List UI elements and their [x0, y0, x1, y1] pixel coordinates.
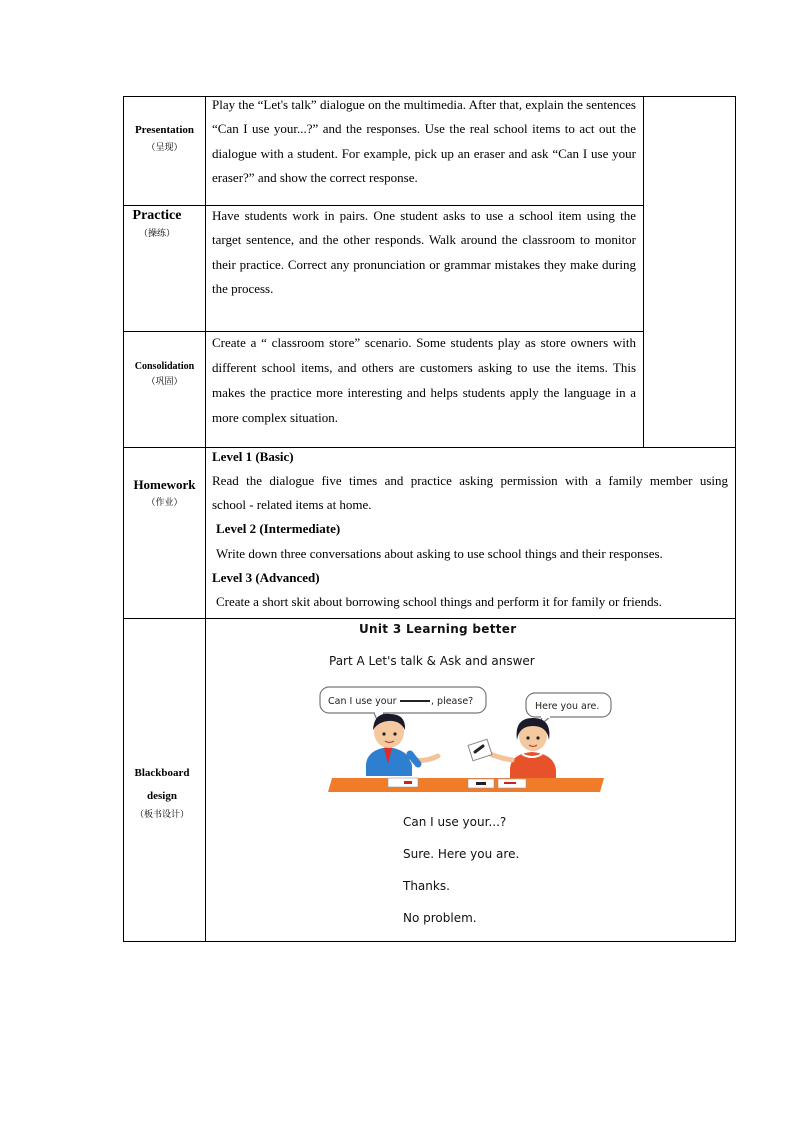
boy-bubble-text-a: Can I use your [328, 696, 397, 707]
blackboard-label-line1: Blackboard [134, 767, 190, 779]
homework-level1-title: Level 1 (Basic) [212, 449, 294, 464]
blackboard-line-4: No problem. [403, 911, 477, 925]
table-border-bottom [123, 941, 736, 942]
practice-label [124, 208, 190, 239]
blackboard-line-2: Sure. Here you are. [403, 847, 520, 861]
table-border-right [735, 96, 736, 942]
desk [328, 778, 604, 792]
homework-level3-text: Create a short skit about borrowing school things and perform it for family or friends. [216, 594, 662, 609]
boy-bubble-text-b: , please? [431, 696, 474, 707]
practice-label-en: Practice [132, 208, 182, 223]
homework-label-en: Homework [133, 477, 196, 492]
homework-level1-text: Read the dialogue five times and practice asking permission with a family member using [212, 473, 728, 488]
blackboard-label-cn: （板书设计） [134, 810, 189, 820]
row-divider [123, 618, 736, 619]
practice-text: Have students work in pairs. One student asks to use a school item using the target sentence, and the other responds. Walk around the classroom to monitor their practice. Correct any pronunciation or grammar mistakes they make during the process. [212, 208, 636, 296]
girl-figure [486, 718, 556, 778]
blackboard-line-3: Thanks. [403, 879, 450, 893]
row-divider [123, 447, 736, 448]
blackboard-subtitle: Part A Let's talk & Ask and answer [329, 654, 535, 668]
consolidation-label [124, 361, 205, 387]
blackboard-line-1: Can I use your...? [403, 815, 507, 829]
dialogue-illustration [318, 684, 618, 796]
eraser-card [468, 739, 492, 760]
column-divider [643, 96, 644, 448]
homework-label [124, 477, 205, 508]
homework-label-cn: （作业） [146, 498, 183, 508]
blackboard-title: Unit 3 Learning better [359, 622, 517, 636]
girl-bubble-text: Here you are. [535, 701, 600, 712]
presentation-label-cn: （呈现） [146, 143, 183, 153]
consolidation-label-cn: （巩固） [146, 377, 183, 387]
presentation-text: Play the “Let's talk” dialogue on the multimedia. After that, explain the sentences “Can I use your...?” and the responses. Use the real school items to act out the dialogue with a student. For example, pick up an eraser and ask “Can I use your eraser?” and show the correct response. [212, 97, 636, 185]
boy-figure [366, 714, 438, 776]
blackboard-label [124, 762, 200, 822]
homework-level3-title: Level 3 (Advanced) [212, 570, 320, 585]
homework-level1-text-cont: school - related items at home. [212, 497, 372, 512]
presentation-label-en: Presentation [134, 124, 195, 136]
consolidation-text: Create a “ classroom store” scenario. Some students play as store owners with different school items, and others are customers asking to use the items. This makes the practice more interesting and helps students apply the language in a more complex situation. [212, 335, 636, 425]
homework-level2-title: Level 2 (Intermediate) [216, 521, 341, 536]
presentation-label [124, 124, 205, 153]
practice-label-cn: （操练） [138, 229, 175, 239]
blackboard-label-line2: design [147, 790, 177, 802]
column-divider [205, 96, 206, 942]
homework-level2-text: Write down three conversations about asking to use school things and their responses. [216, 546, 663, 561]
consolidation-label-en: Consolidation [134, 361, 195, 372]
boy-speech-bubble [320, 687, 486, 722]
blank-line [400, 700, 430, 702]
